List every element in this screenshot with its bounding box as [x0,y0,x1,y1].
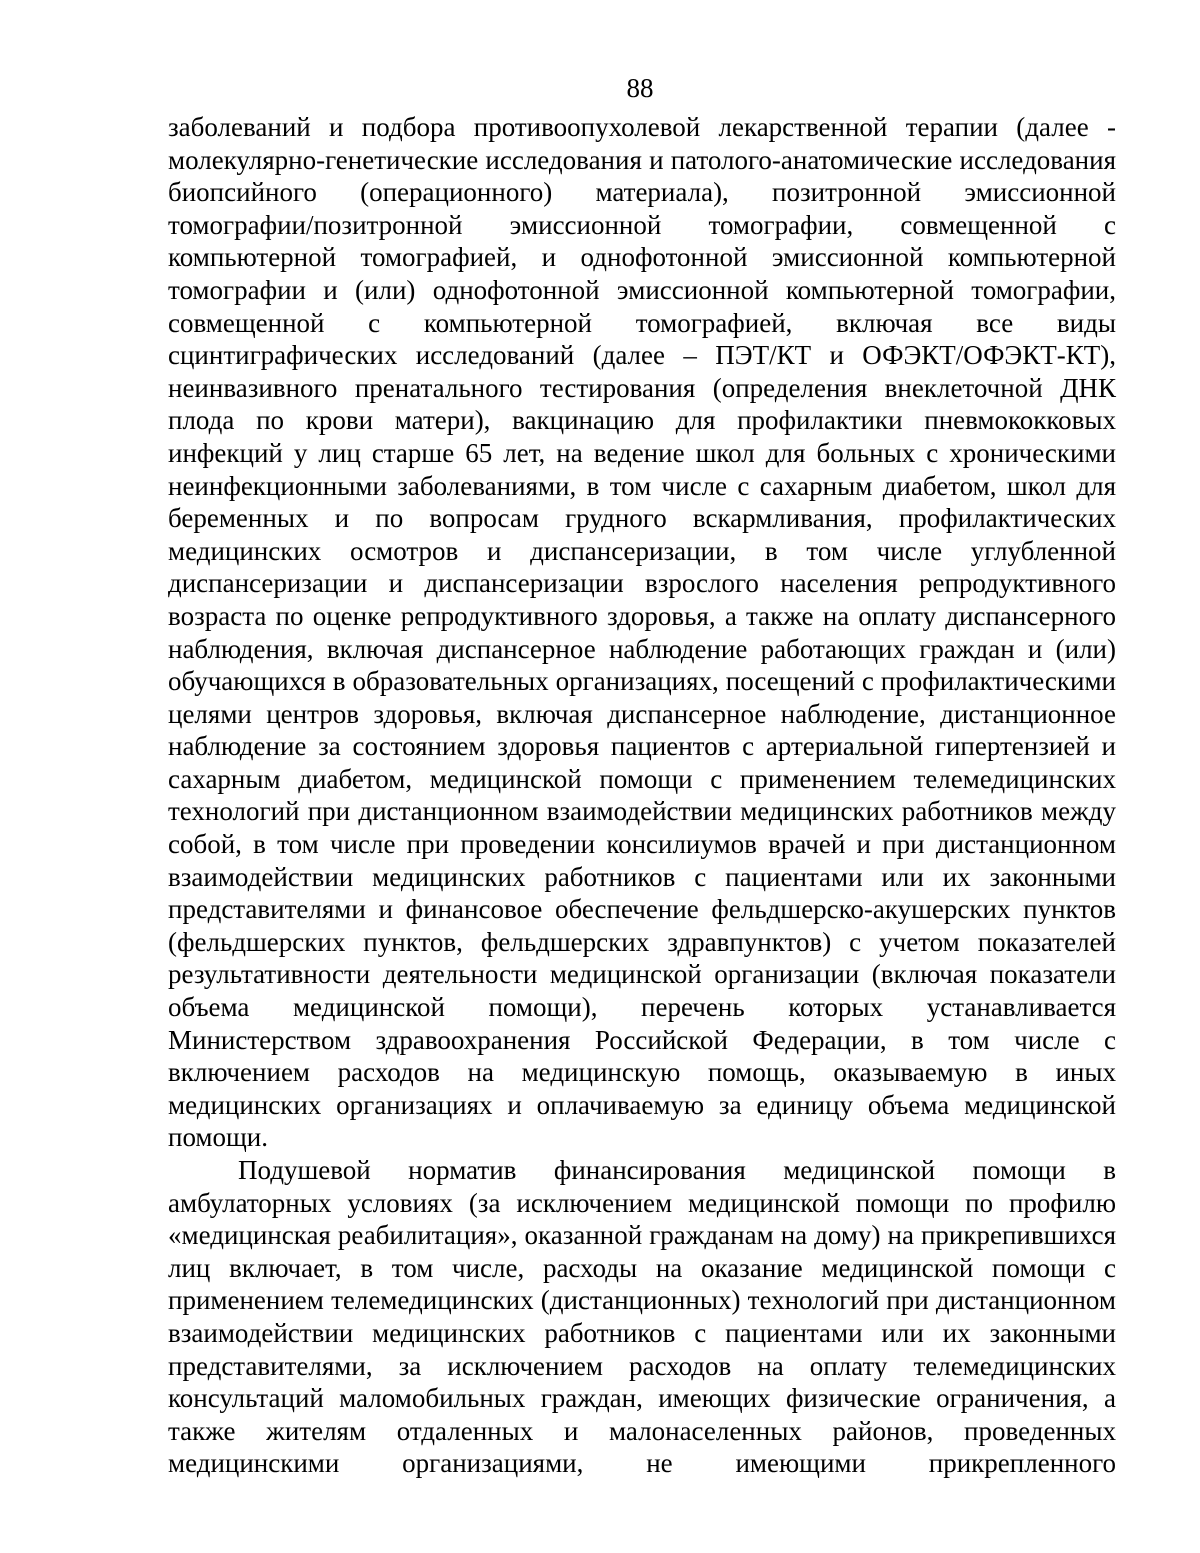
paragraph-per-capita-standard: Подушевой норматив финансирования медицинской помощи в амбулаторных условиях (за исключением медицинской помощи по профилю «медицинская реабилитация», оказанной гражданам на дому) на прикрепившихся лиц включает, в том числе, расходы на оказание медицинской помощи с применением телемедицинских (дистанционных) технологий при дистанционном взаимодействии медицинских работников с пациентами или их законными представителями, за исключением расходов на оплату телемедицинских консультаций маломобильных граждан, имеющих физические ограничения, а также жителям отдаленных и малонаселенных районов, проведенных медицинскими организациями, не имеющими прикрепленного [168,1155,1116,1479]
page-number: 88 [626,73,654,103]
document-body [168,111,1116,1480]
paragraph-continued: заболеваний и подбора противоопухолевой лекарственной терапии (далее - молекулярно-генетические исследования и патолого-анатомические исследования биопсийного (операционного) материала), позитронной эмиссионной томографии/позитронной эмиссионной томографии, совмещенной с компьютерной томографией, и однофотонной эмиссионной компьютерной томографии и (или) однофотонной эмиссионной компьютерной томографии, совмещенной с компьютерной томографией, включая все виды сцинтиграфических исследований (далее – ПЭТ/КТ и ОФЭКТ/ОФЭКТ-КТ), неинвазивного пренатального тестирования (определения внеклеточной ДНК плода по крови матери), вакцинацию для профилактики пневмококковых инфекций у лиц старше 65 лет, на ведение школ для больных с хроническими неинфекционными заболеваниями, в том числе с сахарным диабетом, школ для беременных и по вопросам грудного вскармливания, профилактических медицинских осмотров и диспансеризации, в том числе углубленной диспансеризации и диспансеризации взрослого населения репродуктивного возраста по оценке репродуктивного здоровья, а также на оплату диспансерного наблюдения, включая диспансерное наблюдение работающих граждан и (или) обучающихся в образовательных организациях, посещений с профилактическими целями центров здоровья, включая диспансерное наблюдение, дистанционное наблюдение за состоянием здоровья пациентов с артериальной гипертензией и сахарным диабетом, медицинской помощи с применением телемедицинских технологий при дистанционном взаимодействии медицинских работников между собой, в том числе при проведении консилиумов врачей и при дистанционном взаимодействии медицинских работников с пациентами или их законными представителями и финансовое обеспечение фельдшерско-акушерских пунктов (фельдшерских пунктов, фельдшерских здравпунктов) с учетом показателей результативности деятельности медицинской организации (включая показатели объема медицинской помощи), перечень которых устанавливается Министерством здравоохранения Российской Федерации, в том числе с включением расходов на медицинскую помощь, оказываемую в иных медицинских организациях и оплачиваемую за единицу объема медицинской помощи. [168,112,1116,1153]
